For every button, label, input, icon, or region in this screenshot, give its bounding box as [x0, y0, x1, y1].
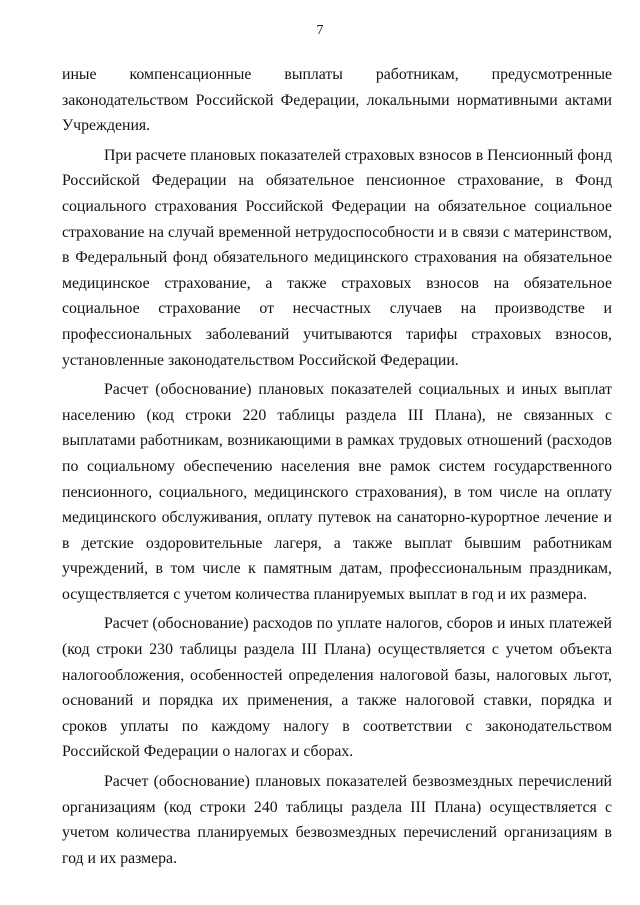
page-number: 7 — [316, 23, 324, 38]
paragraph-continuation: иные компенсационные выплаты работникам, предусмотренные законодательством Российской Федерации, локальными нормативными актами Учреждения. — [62, 66, 612, 135]
paragraph-taxes-fees: Расчет (обоснование) расходов по уплате налогов, сборов и иных платежей (код строки 230 таблицы раздела III Плана) осуществляется с учетом объекта налогообложения, особенностей определения налоговой базы, налоговых льгот, оснований и порядка их применения, а также налоговой ставки, порядка и сроков уплаты по каждому налогу в соответствии с законодательством Российской Федерации о налогах и сборах. — [62, 615, 612, 761]
paragraph-insurance-contributions: При расчете плановых показателей страховых взносов в Пенсионный фонд Российской Федерации на обязательное пенсионное страхование, в Фонд социального страхования Российской Федерации на обязательное социальное страхование на случай временной нетрудоспособности и в связи с материнством, в Федеральный фонд обязательного медицинского страхования на обязательное медицинское страхование, а также страховых взносов на обязательное социальное страхование от несчастных случаев на производстве и профессиональных заболеваний учитываются тарифы страховых взносов, установленные законодательством Российской Федерации. — [62, 146, 612, 369]
paragraph-social-payments: Расчет (обоснование) плановых показателей социальных и иных выплат населению (код строки 220 таблицы раздела III Плана), не связанных с выплатами работникам, возникающими в рамках трудовых отношений (расходов по социальному обеспечению населения вне рамок систем государственного пенсионного, социального, медицинского страхования), в том числе на оплату медицинского обслуживания, оплату путевок на санаторно-курортное лечение и в детские оздоровительные лагеря, а также выплат бывшим работникам учреждений, в том числе к памятным датам, профессиональным праздникам, осуществляется с учетом количества планируемых выплат в год и их размера. — [62, 381, 612, 603]
document-body — [62, 62, 612, 871]
paragraph-gratuitous-transfers: Расчет (обоснование) плановых показателей безвозмездных перечислений организациям (код строки 240 таблицы раздела III Плана) осуществляется с учетом количества планируемых безвозмездных перечислений организациям в год и их размера. — [62, 773, 612, 867]
